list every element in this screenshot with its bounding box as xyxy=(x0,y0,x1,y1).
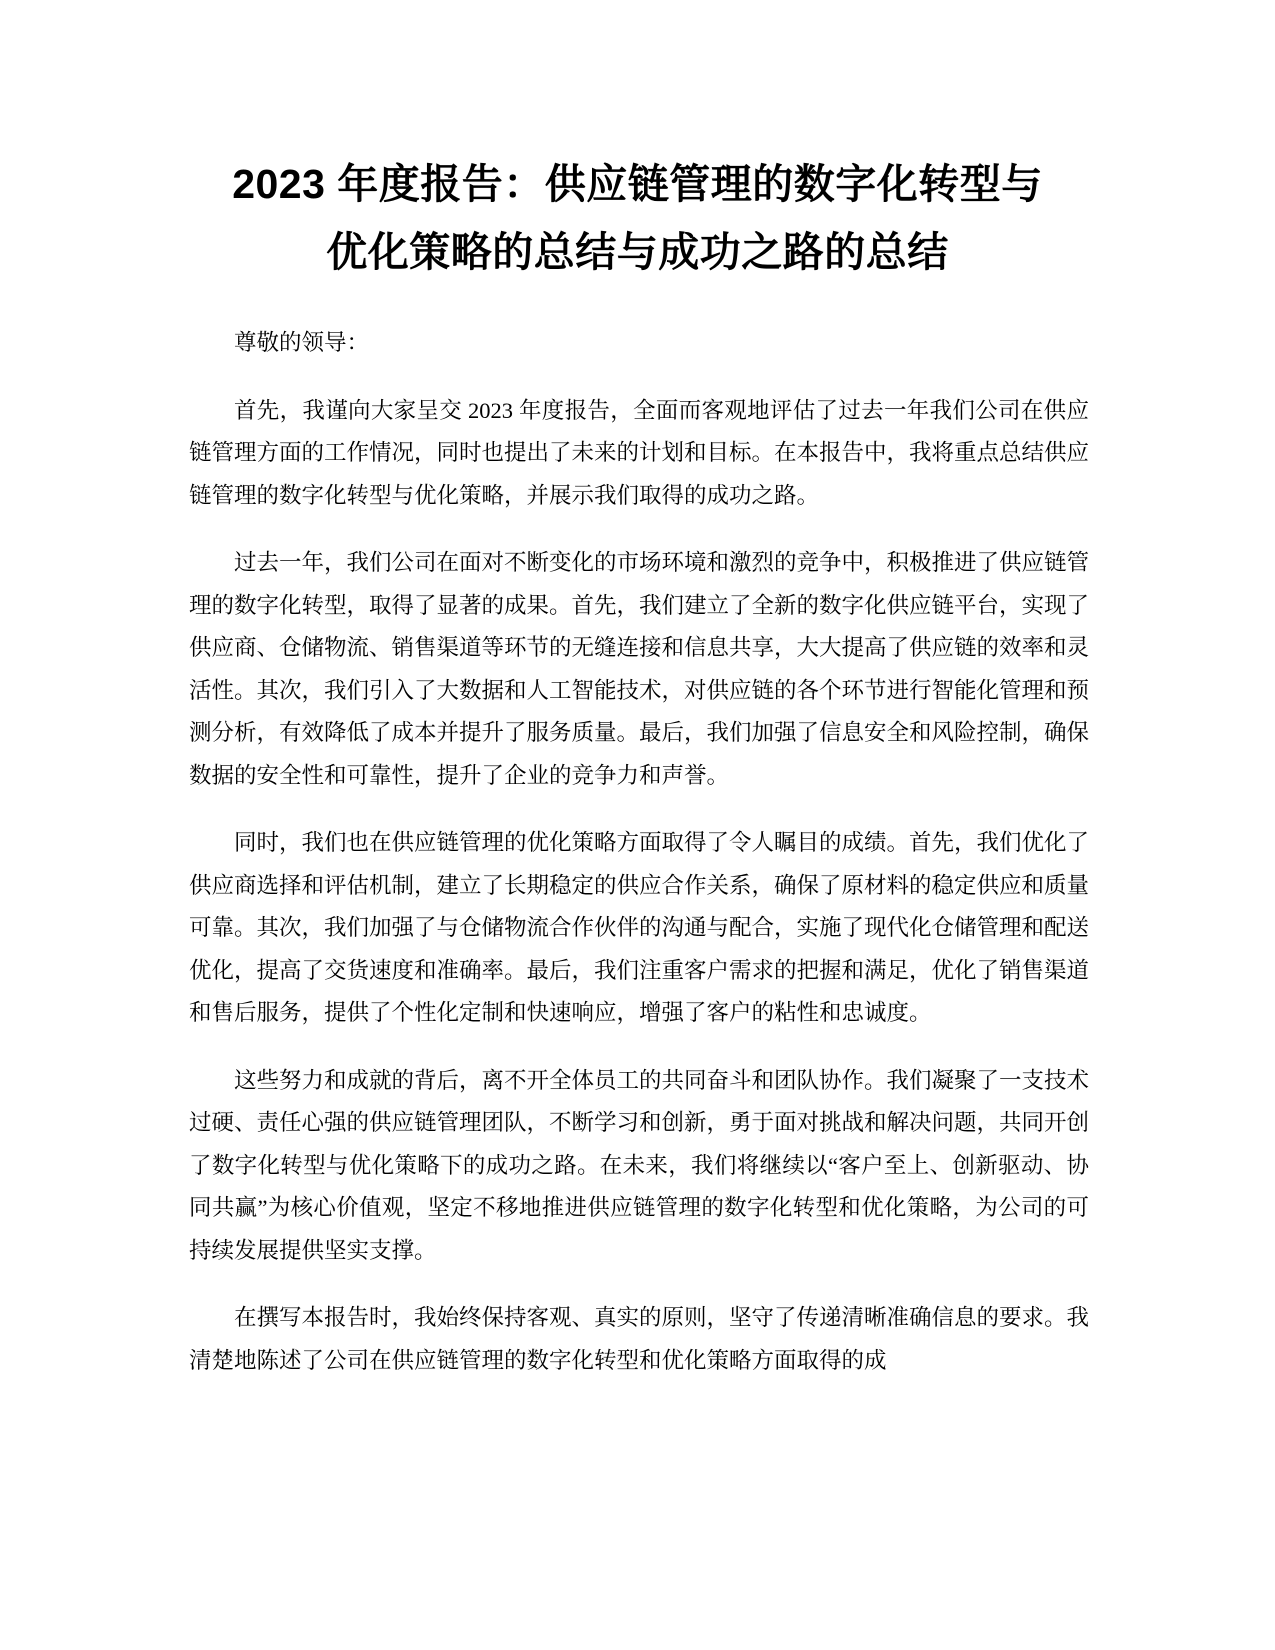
paragraph-digital-transformation: 过去一年，我们公司在面对不断变化的市场环境和激烈的竞争中，积极推进了供应链管理的数字化转型，取得了显著的成果。首先，我们建立了全新的数字化供应链平台，实现了供应商、仓储物流、销售渠道等环节的无缝连接和信息共享，大大提高了供应链的效率和灵活性。其次，我们引入了大数据和人工智能技术，对供应链的各个环节进行智能化管理和预测分析，有效降低了成本并提升了服务质量。最后，我们加强了信息安全和风险控制，确保数据的安全性和可靠性，提升了企业的竞争力和声誉。 xyxy=(189,550,1090,788)
document-title xyxy=(150,150,1125,286)
paragraph-optimization-strategy: 同时，我们也在供应链管理的优化策略方面取得了令人瞩目的成绩。首先，我们优化了供应商选择和评估机制，建立了长期稳定的供应合作关系，确保了原材料的稳定供应和质量可靠。其次，我们加强了与仓储物流合作伙伴的沟通与配合，实施了现代化仓储管理和配送优化，提高了交货速度和准确率。最后，我们注重客户需求的把握和满足，优化了销售渠道和售后服务，提供了个性化定制和快速响应，增强了客户的粘性和忠诚度。 xyxy=(189,830,1090,1025)
paragraph-report-principle: 在撰写本报告时，我始终保持客观、真实的原则，坚守了传递清晰准确信息的要求。我清楚地陈述了公司在供应链管理的数字化转型和优化策略方面取得的成 xyxy=(189,1305,1090,1373)
title-line-2: 优化策略的总结与成功之路的总结 xyxy=(326,229,949,275)
paragraph-intro: 首先，我谨向大家呈交 2023 年度报告，全面而客观地评估了过去一年我们公司在供应链管理方面的工作情况，同时也提出了未来的计划和目标。在本报告中，我将重点总结供应链管理的数字化转型与优化策略，并展示我们取得的成功之路。 xyxy=(189,397,1090,508)
document-body xyxy=(189,322,1089,1407)
salutation: 尊敬的领导： xyxy=(234,330,370,355)
title-line-1: 2023 年度报告：供应链管理的数字化转型与 xyxy=(232,161,1043,207)
paragraph-team-effort: 这些努力和成就的背后，离不开全体员工的共同奋斗和团队协作。我们凝聚了一支技术过硬、责任心强的供应链管理团队，不断学习和创新，勇于面对挑战和解决问题，共同开创了数字化转型与优化策略下的成功之路。在未来，我们将继续以“客户至上、创新驱动、协同共赢”为核心价值观，坚定不移地推进供应链管理的数字化转型和优化策略，为公司的可持续发展提供坚实支撑。 xyxy=(189,1067,1090,1263)
